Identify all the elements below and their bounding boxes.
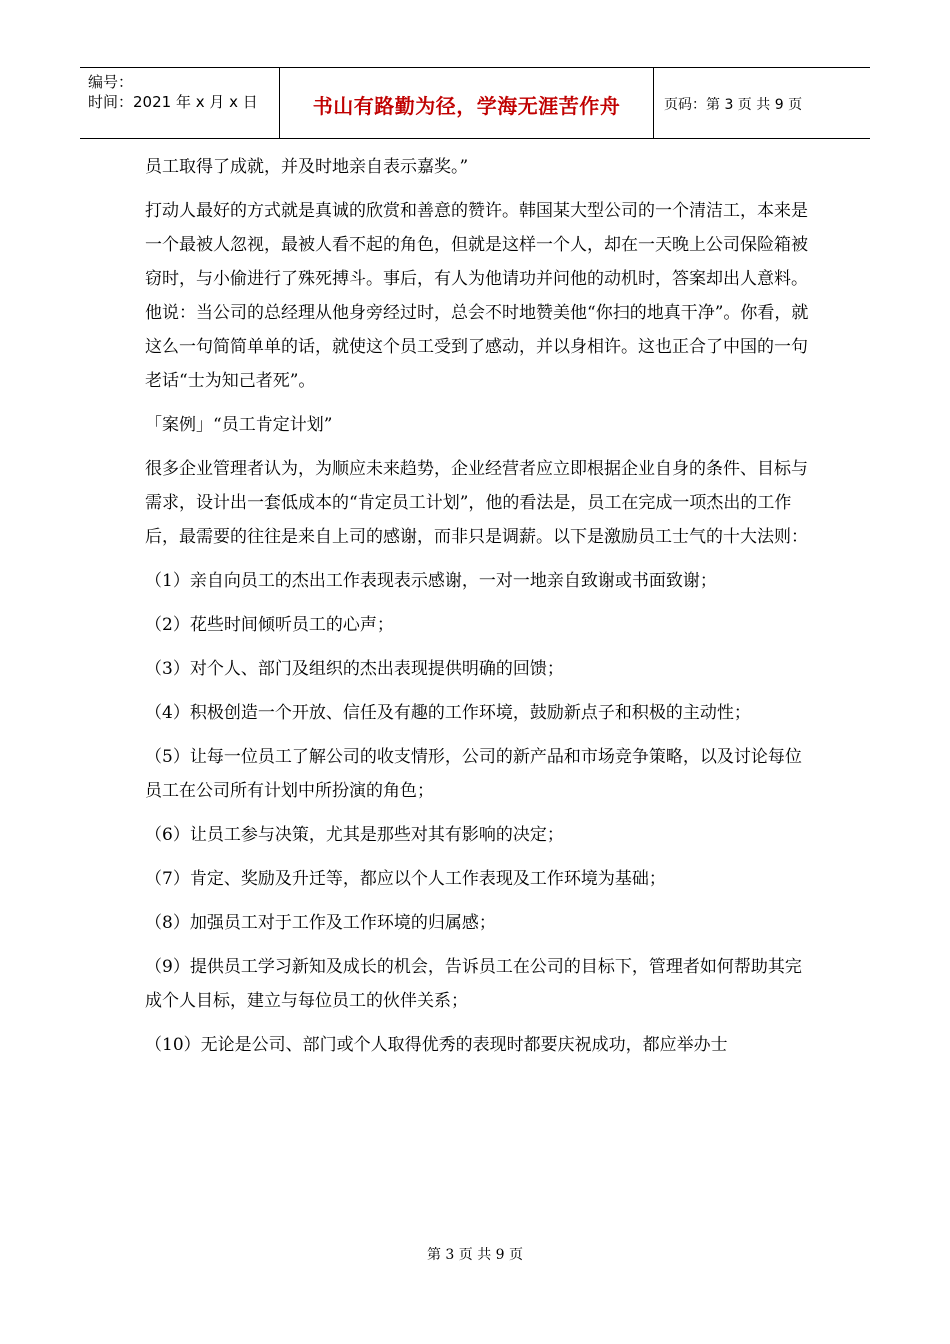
- list-item: （4）积极创造一个开放、信任及有趣的工作环境，鼓励新点子和积极的主动性；: [145, 703, 751, 723]
- paragraph: 打动人最好的方式就是真诚的欣赏和善意的赞许。韩国某大型公司的一个清洁工，本来是一个最被人忽视，最被人看不起的角色，但就是这样一个人，却在一天晚上公司保险箱被窃时，与小偷进行了殊死搏斗。事后，有人为他请功并问他的动机时，答案却出人意料。他说：当公司的总经理从他身旁经过时，总会不时地赞美他“你扫的地真干净”。你看，就这么一句简简单单的话，就使这个员工受到了感动，并以身相许。这也正合了中国的一句老话“士为知己者死”。: [145, 201, 809, 391]
- list-item: （5）让每一位员工了解公司的收支情形，公司的新产品和市场竞争策略，以及讨论每位员工在公司所有计划中所扮演的角色；: [145, 747, 802, 801]
- list-item: （2）花些时间倾听员工的心声；: [145, 615, 394, 635]
- header-meta-cell: [80, 68, 280, 138]
- header-page-code: 页码：第 3 页 共 9 页: [664, 97, 803, 113]
- document-time-label: 时间：2021 年 x 月 x 日: [88, 93, 258, 111]
- paragraph: 很多企业管理者认为，为顺应未来趋势，企业经营者应立即根据企业自身的条件、目标与需求，设计出一套低成本的“肯定员工计划”，他的看法是，员工在完成一项杰出的工作后，最需要的往往是来自上司的感谢，而非只是调薪。以下是激励员工士气的十大法则：: [145, 459, 808, 547]
- paragraph: 员工取得了成就，并及时地亲自表示嘉奖。”: [145, 157, 469, 177]
- list-item: （9）提供员工学习新知及成长的机会，告诉员工在公司的目标下，管理者如何帮助其完成个人目标，建立与每位员工的伙伴关系；: [145, 957, 802, 1011]
- case-heading: 「案例」“员工肯定计划”: [145, 415, 333, 435]
- list-item: （1）亲自向员工的杰出工作表现表示感谢，一对一地亲自致谢或书面致谢；: [145, 571, 717, 591]
- header-motto-cell: [280, 68, 654, 138]
- list-item: （3）对个人、部门及组织的杰出表现提供明确的回馈；: [145, 659, 564, 679]
- header-page-cell: [654, 68, 870, 138]
- list-item: （10）无论是公司、部门或个人取得优秀的表现时都要庆祝成功，都应举办士: [145, 1035, 728, 1055]
- list-item: （7）肯定、奖励及升迁等，都应以个人工作表现及工作环境为基础；: [145, 869, 666, 889]
- page-header: [80, 67, 870, 139]
- page-footer: 第 3 页 共 9 页: [426, 1247, 524, 1263]
- document-number-label: 编号：: [88, 73, 134, 91]
- list-item: （8）加强员工对于工作及工作环境的归属感；: [145, 913, 496, 933]
- list-item: （6）让员工参与决策，尤其是那些对其有影响的决定；: [145, 825, 564, 845]
- header-motto: 书山有路勤为径，学海无涯苦作舟: [312, 94, 621, 118]
- document-body: [145, 150, 813, 1072]
